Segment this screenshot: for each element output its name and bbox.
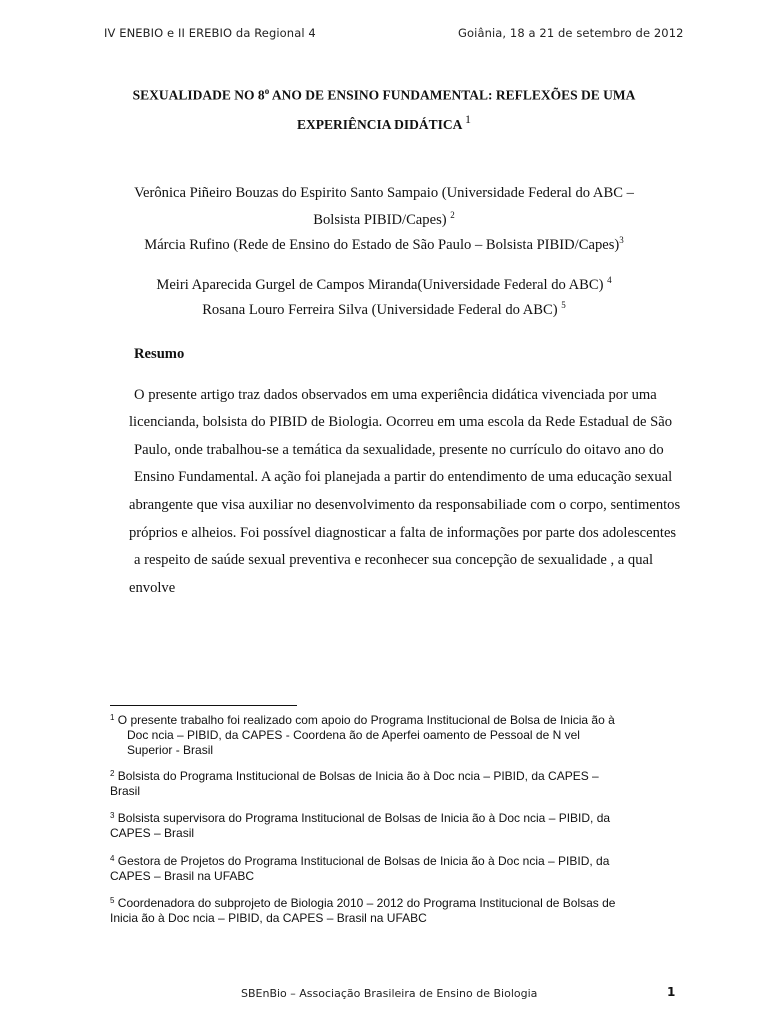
running-header-right: Goiânia, 18 a 21 de setembro de 2012 bbox=[458, 26, 684, 40]
abstract-heading: Resumo bbox=[134, 346, 185, 362]
abstract-line: O presente artigo traz dados observados em uma experiência didática vivenciada por uma bbox=[134, 387, 657, 403]
author-1-line1: Verônica Piñeiro Bouzas do Espirito Santo Sampaio (Universidade Federal do ABC – bbox=[134, 185, 634, 201]
abstract-line: Paulo, onde trabalhou-se a temática da sexualidade, presente no currículo do oitavo ano do bbox=[134, 442, 664, 458]
abstract-line: licencianda, bolsista do PIBID de Biologia. Ocorreu em uma escola da Rede Estadual de São bbox=[129, 414, 673, 430]
footnote-separator bbox=[110, 705, 297, 706]
footnote-5: $^5$ Coordenadora do subprojeto de Biologia 2010 – 2012 do Programa Institucional de Bolsas de Inicia ão à Doc ncia – PIBID, da CAPES – Brasil na UFABC bbox=[110, 896, 616, 925]
abstract-line: próprios e alheios. Foi possível diagnosticar a falta de informações por parte dos adolescentes bbox=[129, 525, 677, 541]
page-number: 1 bbox=[667, 985, 676, 999]
paper-title-line2: EXPERIÊNCIA DIDÁTICA 1 bbox=[296, 112, 472, 132]
footnote-4: $^4$ Gestora de Projetos do Programa Institucional de Bolsas de Inicia ão à Doc ncia – PIBID, da CAPES – Brasil na UFABC bbox=[110, 854, 610, 883]
author-1-line2: Bolsista PIBID/Capes) $^2$ bbox=[313, 210, 455, 228]
footnote-1: $^1$ O presente trabalho foi realizado com apoio do Programa Institucional de Bolsa de Inicia ão à Doc ncia – PIBID, da CAPES - Coordena ão de Aperfei oamento de Pessoal de N vel Superior - Brasil bbox=[110, 713, 615, 757]
footnote-2: $^2$ Bolsista do Programa Institucional de Bolsas de Inicia ão à Doc ncia – PIBID, da CAPES – Brasil bbox=[110, 769, 599, 798]
abstract-line: abrangente que visa auxiliar no desenvolvimento da responsabiliade com o corpo, sentimentos bbox=[129, 497, 681, 513]
footer-society: SBEnBio – Associação Brasileira de Ensino de Biologia bbox=[241, 987, 538, 1000]
abstract-line: Ensino Fundamental. A ação foi planejada a partir do entendimento de uma educação sexual bbox=[134, 469, 673, 485]
abstract-line: a respeito de saúde sexual preventiva e reconhecer sua concepção de sexualidade , a qual bbox=[134, 552, 654, 568]
author-3: Meiri Aparecida Gurgel de Campos Miranda(Universidade Federal do ABC) $^4$ bbox=[156, 275, 612, 293]
footnote-3: $^3$ Bolsista supervisora do Programa Institucional de Bolsas de Inicia ão à Doc ncia – PIBID, da CAPES – Brasil bbox=[110, 811, 611, 840]
author-2: Márcia Rufino (Rede de Ensino do Estado de São Paulo – Bolsista PIBID/Capes)$^3$ bbox=[144, 235, 624, 253]
abstract-line: envolve bbox=[129, 580, 176, 596]
running-header-left: IV ENEBIO e II EREBIO da Regional 4 bbox=[104, 26, 316, 40]
paper-title-line1: SEXUALIDADE NO 8$^o$ ANO DE ENSINO FUNDAMENTAL: REFLEXÕES DE UMA bbox=[132, 86, 636, 103]
author-4: Rosana Louro Ferreira Silva (Universidade Federal do ABC) $^5$ bbox=[202, 300, 566, 318]
